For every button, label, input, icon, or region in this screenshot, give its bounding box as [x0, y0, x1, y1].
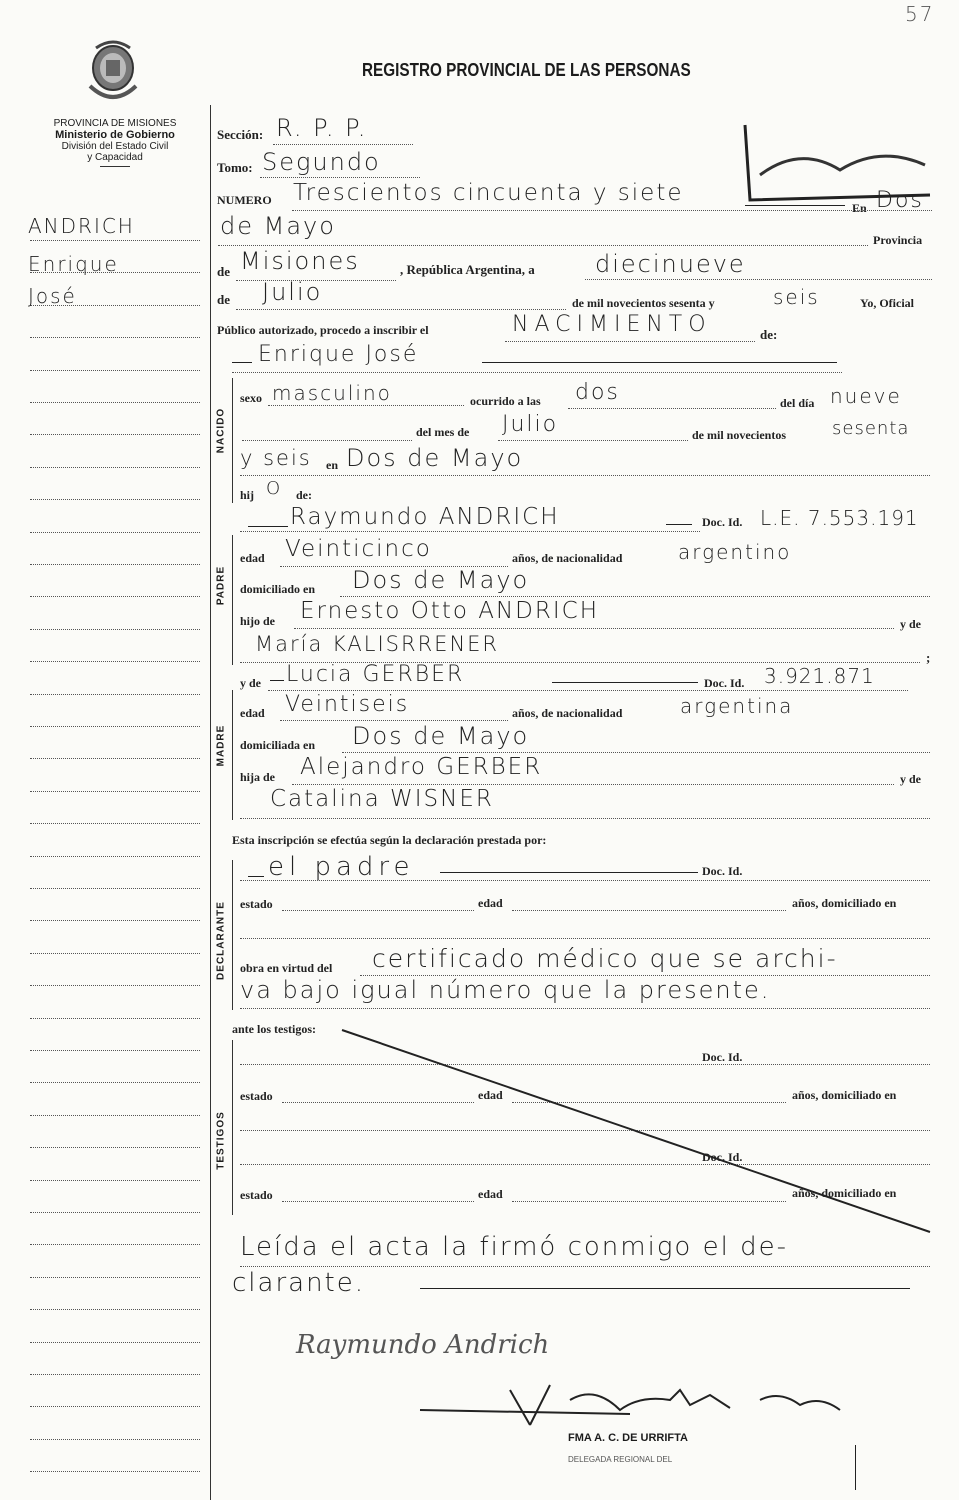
stamp-line1: FMA A. C. DE URRIFTA [568, 1432, 688, 1444]
testigo2-anios-label: años, domiciliado en [792, 1186, 897, 1200]
nacido-anio-b: y seis [240, 446, 312, 470]
madre-yde2-label: y de [900, 772, 921, 786]
testigo2-doc-label: Doc. Id. [702, 1150, 743, 1164]
margin-line [30, 1277, 200, 1278]
declarante-intro: Esta inscripción se efectúa según la declaración prestada por: [232, 833, 547, 847]
sobreraspado-stamp [740, 115, 940, 205]
acto-value: NACIMIENTO [512, 312, 712, 337]
margin-line [30, 694, 200, 695]
padre-doc-label: Doc. Id. [702, 515, 743, 529]
margin-line [30, 1018, 200, 1019]
madre-madre: Catalina WISNER [270, 786, 494, 812]
margin-line [30, 240, 200, 241]
tomo-value: Segundo [262, 148, 381, 176]
madre-doc: 3.921.871 [764, 664, 875, 688]
sexo-value: masculino [272, 381, 392, 405]
declarante-obra1: certificado médico que se archi- [372, 944, 838, 973]
en-label: En [852, 201, 867, 215]
margin-line [30, 434, 200, 435]
stamp-line2: DELEGADA REGIONAL DEL [568, 1455, 673, 1464]
margin-line [30, 1180, 200, 1181]
margin-line [30, 1309, 200, 1310]
margin-line [30, 823, 200, 824]
numero-value: Trescientos cincuenta y siete [293, 180, 684, 206]
padre-semicolon: ; [926, 650, 931, 665]
margin-line [30, 953, 200, 954]
padre-yde-label: y de [900, 617, 921, 631]
margin-line [30, 1374, 200, 1375]
padre-madre: María KALISRRENER [255, 632, 500, 656]
margin-line [30, 1439, 200, 1440]
margin-line [30, 402, 200, 403]
deldia-label: del día [780, 396, 815, 410]
padre-doc: L.E. 7.553.191 [760, 506, 919, 530]
anio-label: de mil novecientos sesenta y [572, 296, 715, 310]
dia-value: diecinueve [595, 250, 746, 278]
hijo-o: O [266, 478, 283, 499]
declarante-anios-label: años, domiciliado en [792, 896, 897, 910]
padre-domicilio: Dos de Mayo [352, 566, 530, 594]
padre-edad-label: edad [240, 551, 265, 565]
capacity-label: y Capacidad [87, 152, 143, 163]
margin-line [30, 888, 200, 889]
padre-nac-label: años, de nacionalidad [512, 551, 623, 565]
margin-line [30, 1082, 200, 1083]
page-number: 57 [905, 2, 935, 26]
madre-hija-label: hija de [240, 770, 276, 784]
cierre-linea1: Leída el acta la firmó conmigo el de- [240, 1232, 788, 1262]
tomo-label: Tomo: [217, 160, 253, 175]
anio-value: seis [773, 285, 820, 309]
nacido-anio-a: sesenta [832, 418, 910, 439]
republica-label: , República Argentina, a [400, 262, 535, 277]
declarante-estado-label: estado [240, 897, 273, 911]
margin-line [30, 985, 200, 986]
testigo1-estado-label: estado [240, 1089, 273, 1103]
milnov-label: de mil novecientos [692, 428, 786, 442]
margin-line [30, 1212, 200, 1213]
section-padre: PADRE [215, 565, 227, 606]
document-title: REGISTRO PROVINCIAL DE LAS PERSONAS [362, 60, 691, 80]
testigo1-anios-label: años, domiciliado en [792, 1088, 897, 1102]
madre-edad: Veintiseis [285, 692, 410, 717]
padre-dom-label: domiciliado en [240, 582, 316, 596]
sexo-label: sexo [240, 391, 262, 405]
numero-label: NUMERO [217, 193, 272, 207]
margin-line [30, 920, 200, 921]
lugar-value: de Mayo [220, 212, 336, 240]
declarante-doc-label: Doc. Id. [702, 864, 743, 878]
section-madre: MADRE [215, 724, 227, 767]
testigo2-edad-label: edad [478, 1187, 503, 1201]
margin-line [30, 856, 200, 857]
margin-line [30, 499, 200, 500]
margin-line [30, 532, 200, 533]
margin-line [30, 791, 200, 792]
madre-domicilio: Dos de Mayo [352, 722, 530, 750]
madre-dom-label: domiciliada en [240, 738, 316, 752]
margin-line [30, 1050, 200, 1051]
official-signature [380, 1370, 860, 1440]
seccion-label: Sección: [217, 127, 264, 142]
declarante-obra-label: obra en virtud del [240, 961, 333, 975]
madre-nac-label: años, de nacionalidad [512, 706, 623, 720]
margin-line [30, 370, 200, 371]
margin-line [30, 564, 200, 565]
margin-line [30, 1471, 200, 1472]
margin-line [30, 1406, 200, 1407]
nacido-en-label: en [326, 458, 338, 472]
section-declarante: DECLARANTE [215, 901, 227, 980]
madre-padre: Alejandro GERBER [300, 754, 543, 780]
declarante-obra2: va bajo igual número que la presente. [240, 976, 771, 1004]
cierre-linea2: clarante. [232, 1268, 366, 1298]
declarante-edad-label: edad [478, 896, 503, 910]
section-nacido: NACIDO [215, 407, 227, 454]
margin-line [30, 758, 200, 759]
province-label: PROVINCIA DE MISIONES [53, 118, 177, 129]
publico-label: Público autorizado, procedo a inscribir el [217, 323, 429, 337]
nacido-lugar: Dos de Mayo [346, 444, 524, 472]
madre-nacionalidad: argentina [680, 694, 794, 718]
mes-value: Julio [262, 278, 323, 306]
margin-line [30, 1244, 200, 1245]
de3-label: de: [760, 327, 778, 342]
margin-line [30, 1342, 200, 1343]
division-label: División del Estado Civil [61, 141, 169, 152]
testigo1-doc-label: Doc. Id. [702, 1050, 743, 1064]
hora-value: dos [575, 380, 620, 405]
testigo2-estado-label: estado [240, 1188, 273, 1202]
en-value: Dos [876, 188, 924, 213]
hijo-label: hij [240, 488, 255, 502]
padre-nacionalidad: argentino [678, 540, 792, 564]
madre-nombre: Lucia GERBER [286, 662, 465, 687]
firma-declarante: Raymundo Andrich [296, 1330, 550, 1360]
margin-line [30, 467, 200, 468]
madre-doc-label: Doc. Id. [704, 676, 745, 690]
testigos-intro: ante los testigos: [232, 1022, 316, 1036]
madre-edad-label: edad [240, 706, 265, 720]
de2-label: de [217, 292, 230, 307]
nacido-dia: nueve [830, 384, 902, 408]
margin-line [30, 1115, 200, 1116]
padre-hijo-label: hijo de [240, 614, 276, 628]
margin-name1: Enrique [28, 252, 119, 276]
margin-line [30, 661, 200, 662]
testigo1-edad-label: edad [478, 1088, 503, 1102]
margin-line [30, 726, 200, 727]
margin-line [30, 337, 200, 338]
ocurrido-label: ocurrido a las [470, 394, 541, 408]
padre-nombre: Raymundo ANDRICH [290, 504, 560, 530]
ministry-label: Ministerio de Gobierno [55, 129, 175, 141]
padre-edad: Veinticinco [285, 536, 432, 562]
nacido-nombre: Enrique José [258, 342, 419, 367]
provincia-value: Misiones [240, 247, 360, 275]
section-testigos: TESTIGOS [215, 1111, 227, 1170]
margin-name2: José [28, 284, 77, 308]
seccion-value: R. P. P. [276, 114, 368, 142]
nacido-mes: Julio [502, 412, 559, 437]
oficial-label: Yo, Oficial [860, 296, 914, 310]
delmes-label: del mes de [416, 425, 470, 439]
margin-line [30, 1147, 200, 1148]
padre-padre: Ernesto Otto ANDRICH [300, 598, 599, 624]
madre-yde-label: y de [240, 676, 261, 690]
declarante-nombre: el padre [268, 852, 415, 882]
coat-of-arms-icon [82, 38, 144, 112]
hijo-de-label: de: [296, 488, 312, 502]
margin-line [30, 596, 200, 597]
margin-surname: ANDRICH [28, 214, 135, 238]
de-label: de [217, 264, 230, 279]
cancel-stroke [340, 1028, 940, 1238]
provincia-label: Provincia [873, 233, 923, 247]
margin-line [30, 629, 200, 630]
